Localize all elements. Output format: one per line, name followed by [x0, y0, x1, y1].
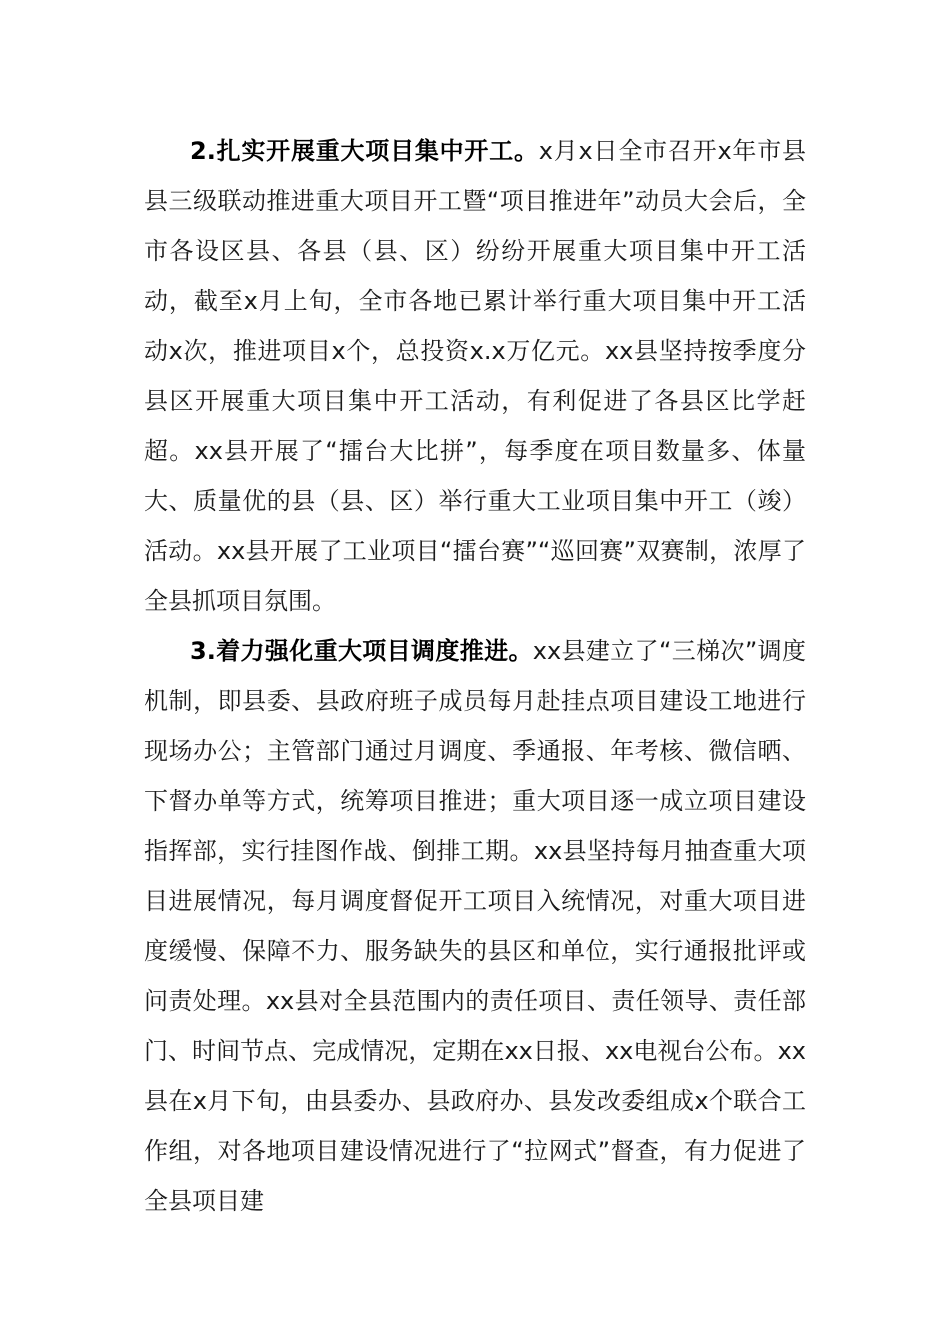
paragraph-text: xx县建立了“三梯次”调度机制，即县委、县政府班子成员每月赴挂点项目建设工地进行现场办公；主管部门通过月调度、季通报、年考核、微信晒、下督办单等方式，统筹项目推进；重大项目逐一成立项目建设指挥部，实行挂图作战、倒排工期。xx县坚持每月抽查重大项目进展情况，每月调度督促开工项目入统情况，对重大项目进度缓慢、保障不力、服务缺失的县区和单位，实行通报批评或问责处理。xx县对全县范围内的责任项目、责任领导、责任部门、时间节点、完成情况，定期在xx日报、xx电视台公布。xx县在x月下旬，由县委办、县政府办、县发改委组成x个联合工作组，对各地项目建设情况进行了“拉网式”督查，有力促进了全县项目建 [144, 637, 806, 1215]
paragraph-project-scheduling [144, 626, 806, 1226]
paragraph-heading: 3.着力强化重大项目调度推进。 [190, 637, 533, 665]
paragraph-text: x月x日全市召开x年市县县三级联动推进重大项目开工暨“项目推进年”动员大会后，全市各设区县、各县（县、区）纷纷开展重大项目集中开工活动，截至x月上旬，全市各地已累计举行重大项目集中开工活动x次，推进项目x个，总投资x.x万亿元。xx县坚持按季度分县区开展重大项目集中开工活动，有利促进了各县区比学赶超。xx县开展了“擂台大比拼”，每季度在项目数量多、体量大、质量优的县（县、区）举行重大工业项目集中开工（竣）活动。xx县开展了工业项目“擂台赛”“巡回赛”双赛制，浓厚了全县抓项目氛围。 [144, 137, 806, 615]
document-body [144, 126, 806, 1226]
paragraph-heading: 2.扎实开展重大项目集中开工。 [190, 137, 539, 165]
paragraph-project-groundbreaking [144, 126, 806, 626]
